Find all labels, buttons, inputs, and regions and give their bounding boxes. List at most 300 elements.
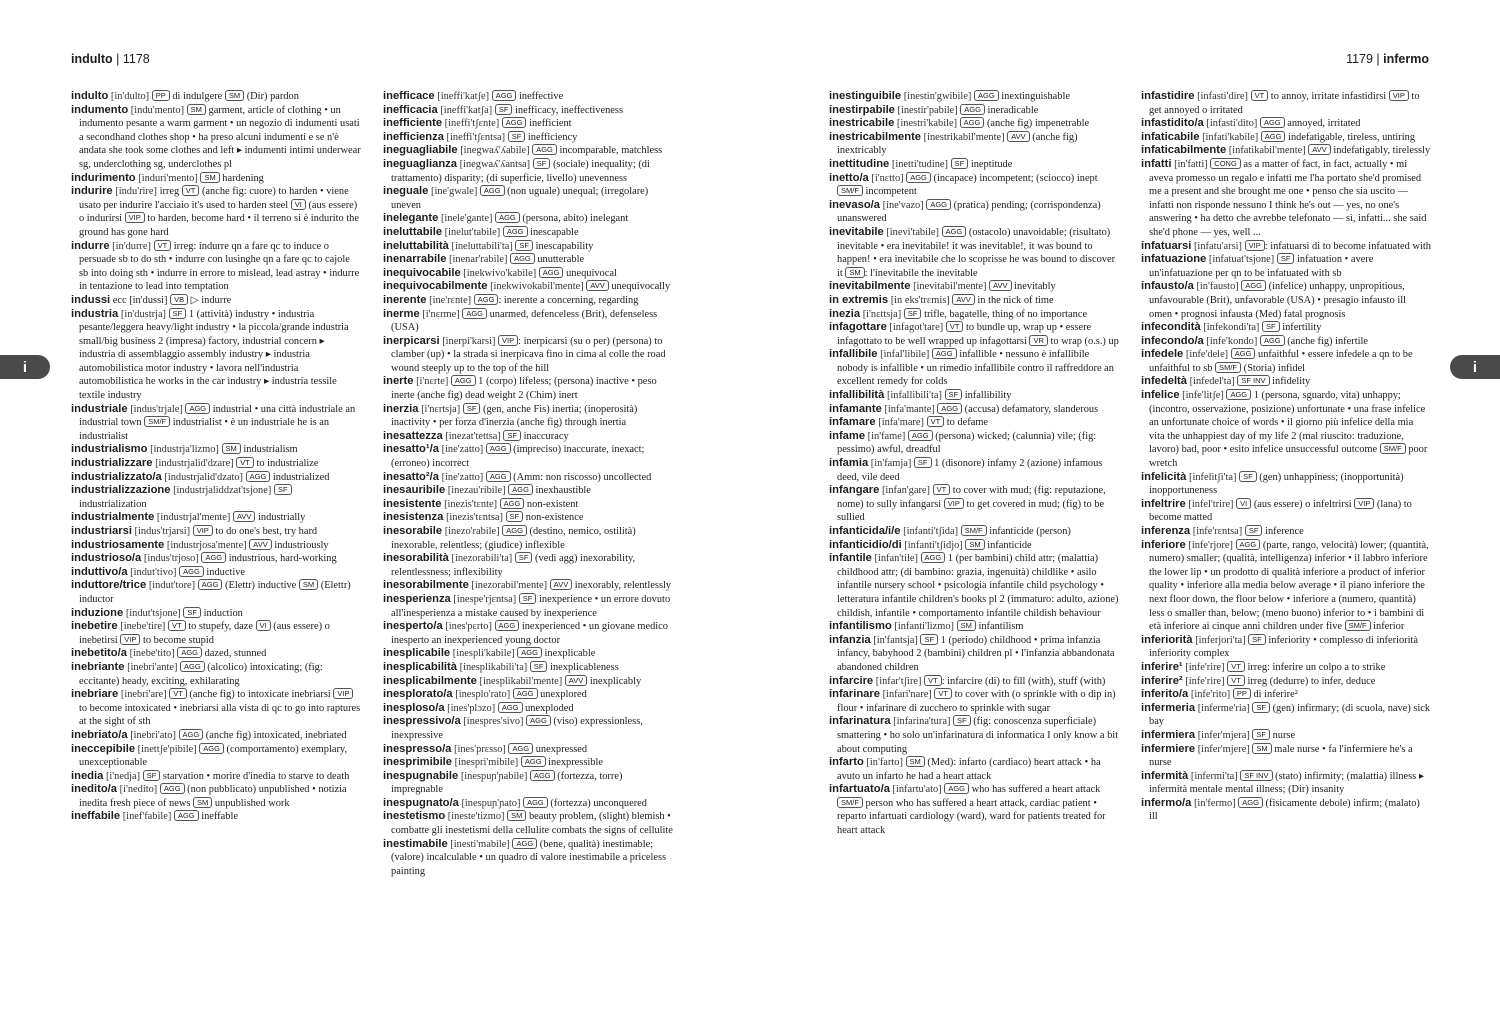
grammar-tag: AGG	[201, 552, 226, 563]
grammar-tag: SF	[530, 661, 548, 672]
grammar-tag: SF	[1277, 253, 1295, 264]
dictionary-entry	[1141, 90, 1431, 117]
pronunciation: [infarina'tura]	[893, 716, 951, 728]
pronunciation: [inestir'pabile]	[897, 104, 958, 116]
grammar-tag: SF	[503, 430, 521, 441]
definition: AVV industrially	[233, 512, 305, 523]
grammar-tag: AGG	[906, 172, 931, 183]
definition: SF (gen, anche Fis) inertia; (inoperosità) inactivity • per forza d'inerzia (anche fig) through inertia	[391, 403, 638, 429]
dictionary-entry	[383, 620, 673, 647]
grammar-tag: VT	[1227, 661, 1245, 672]
grammar-tag: AGG	[926, 199, 951, 210]
pronunciation: [indus'trjale]	[130, 403, 183, 415]
definition: SF inefficiency	[508, 132, 578, 143]
definition: AGG industrialized	[246, 472, 330, 483]
dictionary-entry	[829, 158, 1119, 172]
pronunciation: [inferme'ria]	[1197, 702, 1250, 714]
pronunciation: [infa'mante]	[884, 403, 935, 415]
headword: inespugnabile	[383, 769, 459, 782]
pronunciation: [inesti'mabile]	[450, 838, 510, 850]
dictionary-entry	[829, 104, 1119, 118]
dictionary-entry	[71, 688, 361, 729]
definition: AGG inexhaustible	[508, 485, 591, 496]
grammar-tag: AGG	[486, 471, 511, 482]
definition: VT to bundle up, wrap up • essere infagottato to be well wrapped up infagottarsi VR to wrap (o.s.) up	[837, 322, 1119, 347]
definition: AVV (anche fig) inextricably	[837, 131, 1078, 157]
pronunciation: [infelitʃi'ta]	[1189, 471, 1237, 483]
grammar-tag: SM	[1252, 743, 1271, 754]
grammar-tag: VT	[182, 185, 200, 196]
dictionary-entry	[1141, 321, 1431, 335]
headword: infatuarsi	[1141, 239, 1192, 252]
dictionary-entry	[71, 471, 361, 485]
definition: SF infallibility	[945, 390, 1012, 401]
grammar-tag: AGG	[199, 743, 224, 754]
grammar-tag: AVV	[249, 539, 271, 550]
pronunciation: [infati'kabile]	[1202, 131, 1259, 143]
pronunciation: [inetti'tudine]	[891, 158, 949, 170]
definition: CONG as a matter of fact, in fact, actually • mi aveva promesso un regalo e infatti me l'ha portato she'd promised me a present and she brought me one • penso che sia uscito — infatti non risponde nessuno I think he's out — yes, no one's answering • ha detto che avrebbe telefonato — sì, infatti... she said she'd phone — yes, well ...	[1149, 158, 1427, 238]
dictionary-entry	[383, 552, 673, 579]
pronunciation: [infasti'dito]	[1206, 118, 1258, 130]
dictionary-entry	[1141, 634, 1431, 661]
definition: SF (gen) infirmary; (di scuola, nave) sick bay	[1149, 702, 1431, 728]
headword: inebriato/a	[71, 728, 128, 741]
headword: inetto/a	[829, 171, 869, 184]
headword: inespressivo/a	[383, 715, 461, 728]
dictionary-entry	[383, 797, 673, 811]
headword: inestimabile	[383, 837, 448, 850]
grammar-tag: VIP	[125, 212, 145, 223]
pronunciation: [inesplikabil'mente]	[479, 675, 563, 687]
dictionary-entry	[829, 620, 1119, 634]
headword: inefficace	[383, 90, 435, 102]
dictionary-entry	[383, 838, 673, 879]
dictionary-entry	[829, 539, 1119, 553]
definition: AGG indefatigable, tireless, untiring	[1261, 132, 1415, 143]
definition: SF INV (stato) infirmity; (malattia) illness ▸ infermità mentale mental illness; (Dir) insanity	[1149, 770, 1425, 796]
grammar-tag: SF	[169, 308, 187, 319]
definition: AGG industrious, hard-working	[201, 553, 336, 564]
grammar-tag: SM/F	[144, 416, 170, 427]
dictionary-entry	[383, 498, 673, 512]
grammar-tag: AGG	[174, 810, 199, 821]
grammar-tag: SF	[914, 457, 932, 468]
definition: SM male nurse • fa l'infermiere he's a nurse	[1149, 743, 1413, 769]
definition: AGG (pratica) pending; (corrispondenza) unanswered	[837, 199, 1101, 225]
headword: infermo/a	[1141, 796, 1192, 809]
pronunciation: [ineffi'tʃɛnte]	[444, 118, 500, 130]
grammar-tag: AGG	[532, 144, 557, 155]
headword: infallibilità	[829, 389, 885, 402]
definition: SM/F infanticide (person)	[961, 526, 1071, 537]
grammar-tag: AGG	[495, 620, 520, 631]
pronunciation: [inferjori'ta]	[1195, 634, 1246, 646]
dictionary-entry	[71, 403, 361, 444]
grammar-tag: AGG	[942, 226, 967, 237]
dictionary-entry	[71, 579, 361, 606]
grammar-tag: SF	[143, 770, 161, 781]
headword: industriarsi	[71, 525, 132, 537]
dictionary-entry	[829, 389, 1119, 403]
grammar-tag: AGG	[502, 117, 527, 128]
definition: AGG inexperienced • un giovane medico inesperto an inexperienced young doctor	[391, 621, 668, 646]
headword: inestetismo	[383, 810, 446, 823]
grammar-tag: VB	[170, 294, 188, 305]
grammar-tag: AGG	[503, 226, 528, 237]
headword: inerzia	[383, 402, 419, 415]
grammar-tag: SM/F	[837, 185, 863, 196]
definition: AVV in the nick of time	[952, 295, 1053, 306]
headword: infantilismo	[829, 620, 892, 633]
headword: inespresso/a	[383, 742, 452, 755]
definition: SF inexperience • un errore dovuto all'inesperienza a mistake caused by inexperience	[391, 593, 671, 619]
definition: AGG ineffective	[492, 91, 564, 102]
pronunciation: [infagot'tare]	[889, 322, 944, 334]
pronunciation: [infermi'ta]	[1190, 770, 1238, 782]
grammar-tag: SF	[515, 240, 533, 251]
definition: AGG unexpressed	[508, 744, 587, 755]
dictionary-entry	[829, 525, 1119, 539]
definition: SF induction	[183, 608, 242, 619]
pronunciation: [ine'zatto]	[441, 444, 484, 456]
pronunciation: [inezis'tɛnte]	[444, 498, 498, 510]
pronunciation: [inerpi'karsi]	[442, 335, 496, 347]
grammar-tag: AGG	[512, 838, 537, 849]
dictionary-entry	[383, 104, 673, 118]
headword: infecondità	[1141, 321, 1201, 334]
pronunciation: [ineffi'katʃa]	[440, 104, 493, 116]
dictionary-entry	[829, 308, 1119, 322]
grammar-tag: AGG	[500, 498, 525, 509]
headword: inerte	[383, 375, 414, 388]
dictionary-entry	[383, 579, 673, 593]
grammar-tag: AGG	[179, 566, 204, 577]
pronunciation: [ine'zatto]	[441, 471, 484, 483]
grammar-tag: VIP	[120, 634, 140, 645]
grammar-tag: VI	[1236, 498, 1251, 509]
headword: infelice	[1141, 389, 1180, 402]
pronunciation: [inegwaʎ'ʎantsa]	[459, 158, 531, 170]
dictionary-entry	[383, 308, 673, 335]
definition: VT (anche fig) to intoxicate inebriarsi VIP to become intoxicated • inebriarsi alla vista di qc to go into raptures at the sight of sth	[79, 689, 361, 728]
definition: AGG unutterable	[510, 254, 584, 265]
definition: AGG (Elettr) inductive SM (Elettr) inductor	[79, 580, 351, 605]
headword: infastidire	[1141, 90, 1195, 102]
grammar-tag: AGG	[462, 308, 487, 319]
grammar-tag: SF	[1252, 702, 1270, 713]
dictionary-entry	[383, 647, 673, 661]
grammar-tag: SF	[519, 593, 537, 604]
definition: AGG industrial • una città industriale an industrial town SM/F industrialist • è un industriale he is an industrialist	[79, 403, 356, 442]
dictionary-entry	[383, 226, 673, 240]
dictionary-entry	[383, 294, 673, 308]
headword: inestirpabile	[829, 103, 895, 116]
pronunciation: [inele'gante]	[440, 213, 493, 225]
pronunciation: [infe'rito]	[1190, 689, 1231, 701]
dictionary-entry	[1141, 675, 1431, 689]
pronunciation: [indu'rire]	[115, 186, 157, 198]
pronunciation: [i'nɛttsja]	[862, 308, 902, 320]
pronunciation: [infe'kondo]	[1206, 335, 1258, 347]
dictionary-entry	[383, 280, 673, 294]
grammar-tag: SF	[1262, 321, 1280, 332]
grammar-tag: AGG	[530, 770, 555, 781]
dictionary-entry	[1141, 117, 1431, 131]
dictionary-entry	[383, 212, 673, 226]
headword: induttivo/a	[71, 565, 128, 578]
pronunciation: [inezis'tɛntsa]	[445, 512, 503, 524]
headword: industriale	[71, 402, 128, 415]
pronunciation: [inebri'are]	[120, 689, 167, 701]
grammar-tag: AVV	[989, 280, 1011, 291]
pronunciation: [inezorabili'ta]	[451, 553, 513, 565]
definition: AGG (non uguale) unequal; (irregolare) uneven	[391, 186, 649, 211]
pronunciation: [infe'rjore]	[1188, 539, 1233, 551]
definition: SM beauty problem, (slight) blemish • combatte gli inestetismi della cellulite combats the signs of cellulite	[391, 811, 673, 837]
grammar-tag: SM	[225, 90, 244, 101]
pronunciation: [inebri'ato]	[130, 729, 176, 741]
headword: infausto/a	[1141, 280, 1194, 293]
definition: VT to industrialize	[236, 458, 318, 469]
pronunciation: [industrjalid'dzato]	[164, 471, 243, 483]
definition: AGG (impreciso) inaccurate, inexact; (erroneo) incorrect	[391, 444, 645, 470]
grammar-tag: VT	[934, 688, 952, 699]
pronunciation: [infan'gare]	[881, 485, 930, 497]
headword: inesattezza	[383, 429, 443, 442]
headword: infaticabile	[1141, 130, 1200, 143]
dictionary-entry	[829, 321, 1119, 348]
definition: VT irreg (dedurre) to infer, deduce	[1227, 676, 1375, 687]
headword: inevaso/a	[829, 198, 880, 211]
pronunciation: [i'nɛrtsja]	[421, 403, 461, 415]
definition: AGG inextinguishable	[974, 91, 1070, 102]
dictionary-entry	[383, 335, 673, 376]
page-number: 1178	[122, 52, 150, 66]
grammar-tag: AGG	[921, 552, 946, 563]
dictionary-entry	[71, 172, 361, 186]
grammar-tag: VIP	[1354, 498, 1374, 509]
grammar-tag: AGG	[937, 403, 962, 414]
definition: AVV industriously	[249, 540, 328, 551]
headword: infarinatura	[829, 715, 891, 728]
pronunciation: [indut'tivo]	[130, 566, 177, 578]
dictionary-entry	[383, 675, 673, 689]
headword: infeltrire	[1141, 497, 1186, 510]
definition: SF infertility	[1262, 322, 1321, 333]
pronunciation: [in'fermo]	[1193, 797, 1236, 809]
headword: inesistente	[383, 497, 442, 510]
definition: SF 1 (disonore) infamy 2 (azione) infamous deed, vile deed	[837, 458, 1103, 483]
headword: inesatto¹/a	[383, 443, 439, 456]
pronunciation: [inespri'mibile]	[454, 757, 519, 769]
grammar-tag: AGG	[185, 403, 210, 414]
definition: VIP : inerpicarsi (su o per) (persona) to clamber (up) • la strada si inerpicava fino in cima al colle the road wound steeply up to the top of the hill	[391, 335, 666, 374]
pronunciation: [inef'fabile]	[122, 811, 172, 823]
grammar-tag: AGG	[539, 267, 564, 278]
headword: inferiore	[1141, 538, 1186, 551]
pronunciation: [inespuɲ'ɲato]	[461, 797, 521, 809]
grammar-tag: VT	[1227, 675, 1245, 686]
headword: ineguale	[383, 185, 429, 198]
headword: infangare	[829, 484, 880, 497]
headword: industrialmente	[71, 511, 155, 524]
headword: ineguagliabile	[383, 144, 458, 157]
definition: AVV inexplicably	[565, 676, 641, 687]
thumb-index-tab-left: i	[0, 355, 50, 379]
definition: AGG (infelice) unhappy, unpropitious, unfavourable (Brit), unfavorable (USA) • presagio infausto ill omen • prognosi infausta (Med) fatal prognosis	[1149, 281, 1406, 320]
headword: inestricabilmente	[829, 130, 922, 143]
headword: infagottare	[829, 321, 887, 334]
pronunciation: [i'nɛrme]	[422, 308, 460, 320]
grammar-tag: SF	[508, 131, 526, 142]
pronunciation: [inevitabil'mente]	[913, 281, 987, 293]
headword: indurire	[71, 185, 113, 198]
definition: AGG unexploded	[498, 703, 574, 714]
definition: SF starvation • morire d'inedia to starve to death	[143, 771, 350, 782]
headword: inefficienza	[383, 130, 444, 143]
definition: AGG who has suffered a heart attack SM/F person who has suffered a heart attack, cardiac patient • reparto infartuati cardiology (ward), ward for patients treated for heart attack	[837, 784, 1106, 837]
dictionary-entry	[383, 158, 673, 185]
headword: infanticida/i/e	[829, 525, 901, 537]
grammar-tag: AGG	[513, 688, 538, 699]
dictionary-entry	[383, 144, 673, 158]
definition: irreg VT (anche fig: cuore) to harden • viene usato per indurire l'acciaio it's used to harden steel VI (aus essere) o indurirsi VIP to harden, become hard • il terreno si è indurito the ground has gone hard	[79, 186, 359, 238]
grammar-tag: SM	[299, 579, 318, 590]
headword: inesorabilmente	[383, 579, 469, 592]
grammar-tag: VT	[946, 321, 964, 332]
pronunciation: [inenar'rabile]	[449, 254, 508, 266]
pronunciation: [inespres'sivo]	[463, 716, 524, 728]
headword: inesplicabilmente	[383, 674, 477, 687]
headword: in extremis	[829, 293, 889, 306]
grammar-tag: SF	[1248, 634, 1266, 645]
pronunciation: [in'dulto]	[110, 91, 150, 102]
pronunciation: [industrjosa'mente]	[166, 539, 247, 551]
headword: infarinare	[829, 688, 880, 701]
pronunciation: [infal'libile]	[880, 349, 930, 361]
definition: AGG inexplicable	[517, 648, 595, 659]
headword: inezia	[829, 307, 861, 320]
dictionary-entry	[383, 756, 673, 770]
definition: AGG inescapable	[503, 227, 579, 238]
definition: AGG unequivocal	[539, 268, 617, 279]
grammar-tag: VR	[1029, 335, 1047, 346]
grammar-tag: VT	[1251, 90, 1269, 101]
headword: inequivocabile	[383, 266, 461, 279]
pronunciation: [infartu'ato]	[892, 784, 942, 796]
dictionary-entry	[383, 253, 673, 267]
headword: ineluttabilità	[383, 239, 449, 252]
dictionary-column-4	[1141, 90, 1431, 960]
headword: inesplorato/a	[383, 688, 453, 701]
definition: AGG inductive	[179, 567, 245, 578]
pronunciation: [infe'rɛntsa]	[1192, 526, 1243, 537]
grammar-tag: SF INV	[1237, 375, 1269, 386]
headword: inerpicarsi	[383, 334, 440, 347]
pronunciation: [ineluttabili'ta]	[451, 240, 513, 252]
grammar-tag: AGG	[246, 471, 271, 482]
grammar-tag: SF	[533, 158, 551, 169]
definition: AGG (parte, rango, velocità) lower; (quantità, numero) smaller; (qualità, intelligenza) inferior • il labbro inferiore the lower lip • un prodotto di qualità inferiore a product of inferior quality • inferiore alla media below average • il piano inferiore the next floor down, the floor below • inferiore a (numero, quantità) less o smaller than, below; (meno buono) inferior to • i bambini di età inferiore ai cinque anni children under five SM/F inferior	[1149, 539, 1429, 633]
pronunciation: [inebe'tire]	[120, 621, 166, 633]
grammar-tag: AGG	[1236, 539, 1261, 550]
dictionary-entry	[71, 90, 361, 104]
headword: inefficacia	[383, 103, 438, 116]
headword: inesperto/a	[383, 620, 443, 633]
pronunciation: [in'fame]	[867, 430, 906, 442]
headword: indurimento	[71, 171, 136, 184]
dictionary-entry	[383, 443, 673, 470]
headword: infame	[829, 429, 866, 442]
pronunciation: [infer'mjere]	[1197, 743, 1250, 755]
pronunciation: [inespli'kabile]	[452, 648, 515, 660]
dictionary-entry	[829, 484, 1119, 525]
dictionary-column-2	[383, 90, 673, 960]
definition: VT irreg: indurre qn a fare qc to induce o persuade sb to do sth • indurre con lusinghe qn a fare qc to cajole sb into doing sth • indurre in errore to mislead, lead astray • indurre in tentazione to lead into temptation	[79, 240, 360, 293]
grammar-tag: AGG	[1238, 797, 1263, 808]
grammar-tag: SF	[274, 484, 292, 495]
dictionary-entry	[1141, 280, 1431, 321]
pronunciation: [inespe'rjɛntsa]	[453, 593, 517, 605]
grammar-tag: AGG	[508, 743, 533, 754]
pronunciation: [inebri'ante]	[127, 661, 178, 673]
definition: PP di inferire²	[1233, 689, 1298, 700]
dictionary-entry	[1141, 525, 1431, 539]
definition: AGG unfaithful • essere infedele a qn to be unfaithful to sb SM/F (Storia) infidel	[1149, 349, 1413, 374]
pronunciation: [infanti'tʃidjo]	[904, 539, 963, 551]
pronunciation: [in'fausto]	[1196, 281, 1239, 293]
dictionary-entry	[1141, 240, 1431, 254]
pronunciation: [inezo'rabile]	[444, 526, 500, 537]
grammar-tag: VT	[169, 688, 187, 699]
definition: SF infatuation • avere un'infatuazione per qn to be infatuated with sb	[1149, 254, 1374, 279]
definition: AVV inexorably, relentlessly	[550, 580, 671, 591]
headword: inelegante	[383, 212, 439, 225]
definition: VI (aus essere) o infeltrirsi VIP (lana) to become matted	[1149, 498, 1412, 524]
dictionary-entry	[71, 566, 361, 580]
dictionary-entry	[1141, 375, 1431, 389]
pronunciation: [inebe'tito]	[129, 648, 175, 660]
pronunciation: [infanti'tʃida]	[903, 526, 959, 537]
grammar-tag: AGG	[498, 702, 523, 713]
running-head-right: 1179 | infermo	[1346, 52, 1429, 66]
pronunciation: [in'farto]	[866, 757, 903, 769]
grammar-tag: VIP	[193, 525, 213, 536]
definition: AGG (anche fig) intoxicated, inebriated	[179, 730, 347, 741]
headword: indussi	[71, 293, 111, 306]
pronunciation: [in'fantsja]	[873, 634, 918, 646]
dictionary-entry	[71, 783, 361, 810]
page-number: 1179	[1346, 52, 1373, 66]
definition: SF industrialization	[79, 485, 292, 510]
dictionary-entry	[383, 403, 673, 430]
definition: AGG infallible • nessuno è infallibile nobody is infallible • un rimedio infallibile contro il raffreddore an excellent remedy for colds	[837, 349, 1114, 388]
grammar-tag: SF	[953, 715, 971, 726]
definition: VIP to do one's best, try hard	[193, 526, 317, 537]
dictionary-entry	[383, 810, 673, 837]
dictionary-entry	[1141, 348, 1431, 375]
running-head-word: infermo	[1383, 52, 1429, 66]
dictionary-entry	[71, 294, 361, 308]
definition: AGG 1 (corpo) lifeless; (persona) inactive • peso inerte (anche fig) dead weight 2 (Chim) inert	[391, 376, 657, 402]
grammar-tag: VT	[933, 484, 951, 495]
grammar-tag: SM	[200, 172, 219, 183]
headword: ineluttabile	[383, 225, 443, 238]
pronunciation: [industrjaliddzat'tsjone]	[173, 485, 272, 497]
definition: SF 1 (attività) industry • industria pesante/leggera heavy/light industry • la piccola/grande industria small/big business 2 (impresa) factory, industrial concern ▸ industria di assemblaggio assembly industry ▸ industria automobilistica motor industry • lavora nell'industria automobilistica he works in the car industry ▸ industria tessile textile industry	[79, 308, 349, 402]
dictionary-entry	[71, 743, 361, 770]
